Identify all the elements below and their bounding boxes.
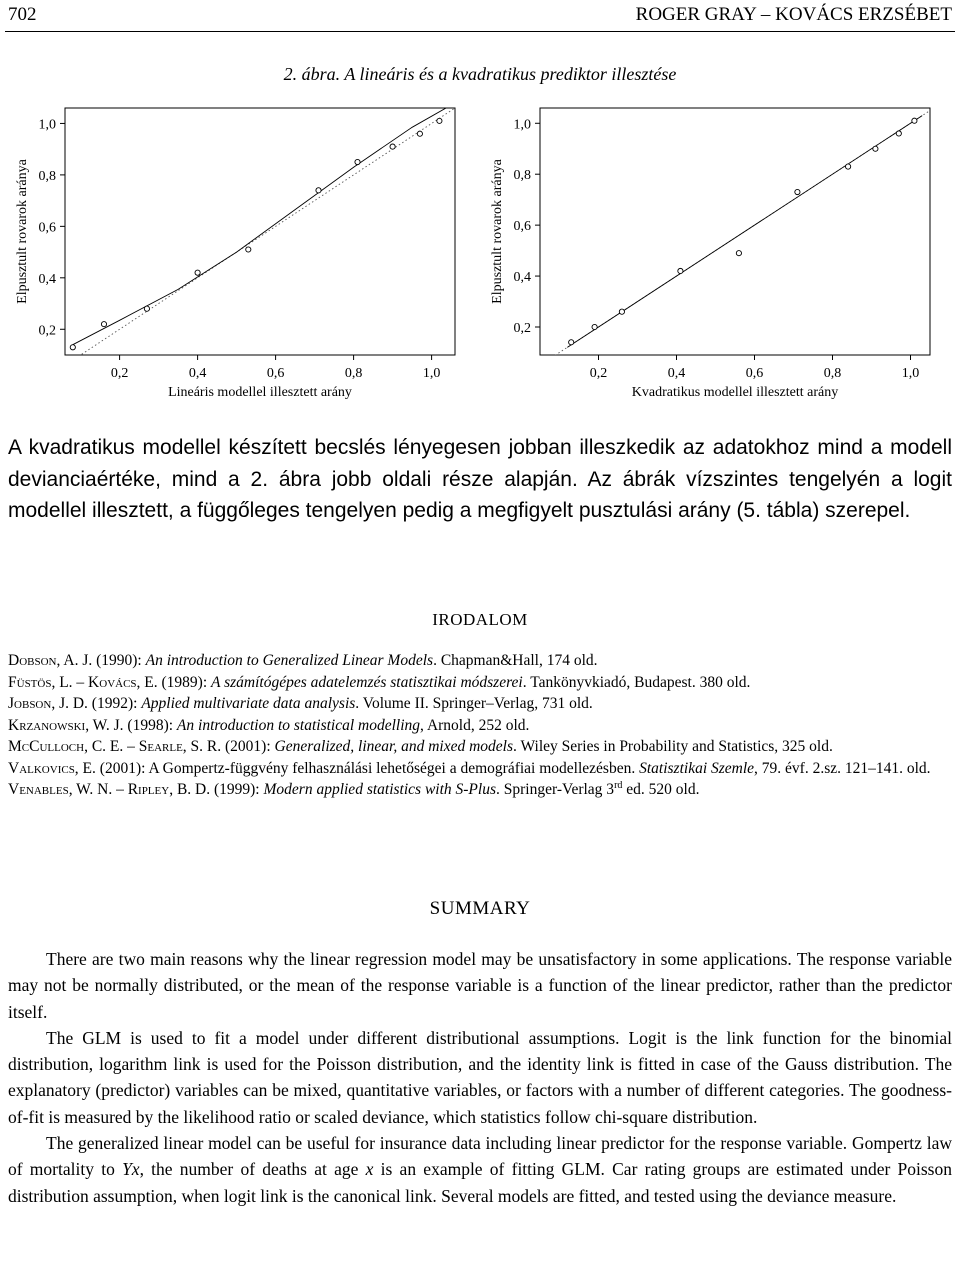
data-point [390, 144, 395, 149]
y-tick-label: 0,6 [38, 220, 56, 236]
body-paragraph: A kvadratikus modellel készített becslés lényegesen jobban illeszkedik az adatokhoz mind a modell devianciaértéke, mind a 2. ábra jobb oldali része alapján. Az ábrák vízszintes tengelyén a logit modellel illesztett, a függőleges tengelyen pedig a megfigyelt pusztulási arány (5. tábla) szerepel. [8, 436, 952, 522]
plot-frame [540, 108, 930, 355]
reference-year: (1998): [123, 716, 177, 734]
reference-item [8, 650, 952, 672]
data-point [437, 118, 442, 123]
reference-year: (1992): [87, 695, 142, 712]
y-tick-label: 0,8 [513, 168, 531, 184]
data-point [619, 309, 624, 314]
data-point [873, 146, 878, 151]
data-point [592, 324, 597, 329]
page-number: 702 [8, 4, 37, 25]
summary-paragraph: The GLM is used to fit a model under different distributional assumptions. Logit is the link function for the binomial distribution, logarithm link is used for the Poisson distribution, and the identity link is fitted in case of the Gauss distribution. The explanatory (predictor) variables can be mixed, quantitative variables, or factors with a number of different categories. The goodness-of-fit is measured by the likelihood ratio or scaled deviance, which statistics follow chi-square distribution. [8, 1027, 952, 1127]
reference-rest: . Wiley Series in Probability and Statistics, 325 old. [513, 738, 833, 755]
data-point [846, 164, 851, 169]
x-tick-label: 0,6 [745, 366, 764, 381]
reference-author: Valkovics, E. [8, 759, 96, 777]
chart-quadratic [475, 100, 945, 405]
figure-caption-text: A lineáris és a kvadratikus prediktor illesztése [340, 64, 677, 84]
reference-rest: . Tankönyvkiadó, Budapest. 380 old. [522, 673, 751, 691]
page-header [0, 0, 960, 30]
x-tick-label: 1,0 [901, 366, 920, 381]
y-tick-label: 0,4 [513, 270, 531, 286]
data-point [195, 270, 200, 275]
summary-paragraph [8, 1130, 952, 1209]
x-tick-label: 0,4 [188, 366, 207, 381]
figure-label: 2. ábra. [283, 64, 341, 84]
chart-linear [0, 100, 470, 405]
reference-rest: , 79. évf. 2.sz. 121–141. old. [754, 759, 931, 777]
reference-rest: ed. 520 old. [622, 781, 700, 798]
x-tick-label: 0,2 [589, 366, 608, 381]
y-tick-label: 0,2 [38, 323, 56, 339]
x-axis-label: Lineáris modellel illesztett arány [168, 385, 352, 400]
x-tick-label: 0,4 [667, 366, 686, 381]
y-axis-label: Elpusztult rovarok aránya [15, 159, 30, 304]
y-tick-label: 0,8 [38, 168, 56, 184]
summary-heading: SUMMARY [429, 898, 531, 919]
x-tick-label: 1,0 [422, 366, 441, 381]
summary-section [8, 946, 952, 1209]
data-point [246, 247, 251, 252]
reference-item [8, 693, 952, 715]
reference-title: An introduction to Generalized Linear Models [145, 652, 434, 669]
y-tick-label: 0,2 [513, 320, 531, 336]
reference-title: A Gompertz-függvény felhasználási lehetőségei a demográfiai modellezésben. [148, 759, 640, 777]
data-point [569, 340, 574, 345]
reference-journal: Statisztikai Szemle [639, 759, 755, 777]
data-point [736, 251, 741, 256]
data-point [355, 159, 360, 164]
y-tick-label: 0,6 [513, 219, 531, 235]
data-point [101, 322, 106, 327]
reference-year: (1989): [157, 673, 212, 691]
reference-author: Krzanowski, W. J. [8, 716, 124, 734]
reference-year: (1999): [210, 781, 264, 798]
x-axis-label: Kvadratikus modellel illesztett arány [631, 385, 839, 400]
data-point [316, 188, 321, 193]
data-point [795, 189, 800, 194]
header-rule [5, 31, 955, 32]
reference-line [65, 108, 455, 365]
reference-year: (2001): [95, 759, 149, 777]
reference-title: Applied multivariate data analysis [141, 695, 356, 712]
x-tick-label: 0,6 [266, 366, 285, 381]
summary-math: Yx [122, 1159, 140, 1180]
reference-rest: . Chapman&Hall, 174 old. [433, 652, 598, 669]
reference-author: McCulloch, C. E. – Searle, S. R. [8, 738, 222, 755]
running-head: ROGER GRAY – KOVÁCS ERZSÉBET [635, 4, 952, 25]
summary-text: is an example of fitting GLM. Car rating groups are estimated under Poisson distribution assumption, when logit link is the canonical link. Several models are fitted, and tested using the deviance measure. [8, 1159, 952, 1206]
reference-year: (1990): [92, 652, 146, 669]
y-tick-label: 1,0 [38, 117, 56, 133]
fitted-curve [73, 103, 455, 345]
reference-title: An introduction to statistical modelling [176, 716, 421, 734]
reference-superscript: rd [614, 779, 623, 791]
summary-text: The generalized linear model can be useful for insurance data including linear predictor for the response variable. Gompertz law of mortality to [8, 1133, 952, 1180]
data-point [896, 131, 901, 136]
reference-author: Jobson, J. D. [8, 695, 88, 712]
reference-title: A számítógépes adatelemzés statisztikai módszerei [211, 673, 523, 691]
summary-paragraph: There are two main reasons why the linear regression model may be unsatisfactory in some applications. The response variable may not be normally distributed, or the mean of the response variable is a function of the linear predictor, rather than the predictor itself. [8, 949, 952, 1022]
data-point [912, 118, 917, 123]
reference-title: Modern applied statistics with S-Plus [263, 781, 496, 798]
reference-rest: , Arnold, 252 old. [420, 716, 530, 734]
data-point [144, 306, 149, 311]
data-point [417, 131, 422, 136]
reference-rest: . Springer-Verlag 3 [496, 781, 615, 798]
y-axis-label: Elpusztult rovarok aránya [490, 159, 505, 304]
reference-item [8, 758, 952, 780]
y-tick-label: 1,0 [513, 117, 531, 133]
reference-item [8, 715, 952, 737]
references-heading: IRODALOM [432, 610, 528, 629]
reference-author: Füstös, L. – Kovács, E. [8, 673, 158, 691]
x-tick-label: 0,8 [344, 366, 363, 381]
reference-author: Venables, W. N. – Ripley, B. D. [8, 781, 211, 798]
figure-caption [0, 64, 960, 85]
summary-math: x [365, 1159, 374, 1180]
x-tick-label: 0,8 [823, 366, 842, 381]
references-list [8, 650, 952, 801]
data-point [70, 345, 75, 350]
reference-year: (2001): [221, 738, 275, 755]
reference-item [8, 779, 952, 801]
reference-rest: . Volume II. Springer–Verlag, 731 old. [355, 695, 593, 712]
chart-linear-svg [0, 100, 470, 405]
reference-author: Dobson, A. J. [8, 652, 93, 669]
chart-quadratic-svg [475, 100, 945, 405]
summary-text: , the number of deaths at age [139, 1159, 366, 1180]
data-point [678, 268, 683, 273]
reference-item [8, 672, 952, 694]
reference-item [8, 736, 952, 758]
x-tick-label: 0,2 [110, 366, 129, 381]
y-tick-label: 0,4 [38, 271, 56, 287]
reference-title: Generalized, linear, and mixed models [274, 738, 514, 755]
